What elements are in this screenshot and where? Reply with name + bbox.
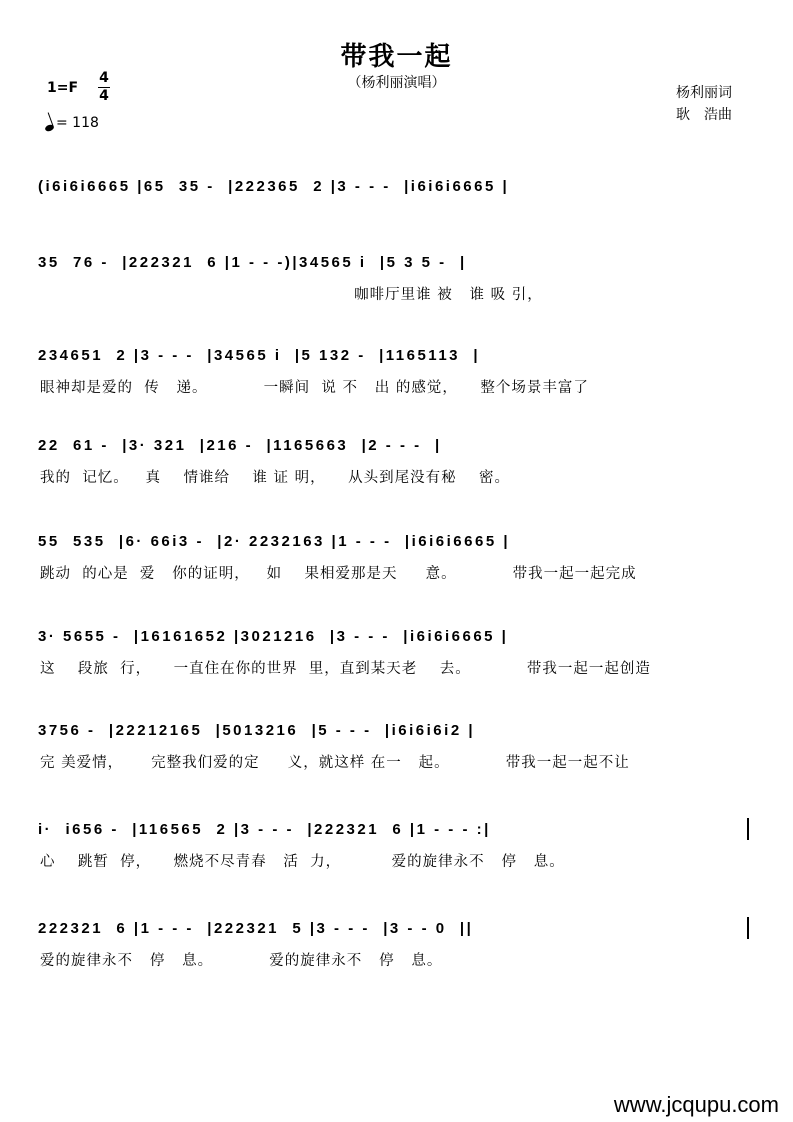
lyrics-row: 完 美爱情， 完整我们爱的定 义，就这样 在一 起。 带我一起一起不让 <box>40 755 630 771</box>
notation-row: (i6i6i6665 |65 35 - |222365 2 |3 - - - |i6i6i6665 | <box>38 178 510 195</box>
website-watermark[interactable]: www.jcqupu.com <box>613 1092 779 1117</box>
lyrics-row: 眼神却是爱的 传 递。 一瞬间 说 不 出 的感觉， 整个场景丰富了 <box>40 380 589 396</box>
time-signature <box>98 71 110 104</box>
song-title: 带我一起 <box>340 42 453 72</box>
credits <box>676 82 732 126</box>
notation-row: 55 535 |6· 66i3 - |2· 2232163 |1 - - - |i6i6i6665 | <box>38 533 511 550</box>
lyrics-row: 心 跳暂 停， 燃烧不尽青春 活 力， 爱的旋律永不 停 息。 <box>40 854 565 870</box>
final-barline <box>747 917 749 939</box>
key-signature: 1=F <box>47 80 79 96</box>
composer-credit: 耿 浩曲 <box>676 107 732 123</box>
notation-row: 35 76 - |222321 6 |1 - - -)|34565 i |5 3 5 - | <box>38 254 467 271</box>
lyricist-credit: 杨利丽词 <box>676 85 732 101</box>
notation-row: 234651 2 |3 - - - |34565 i |5 132 - |1165113 | <box>38 347 481 364</box>
tempo-value: = 118 <box>56 115 99 131</box>
time-signature-top: 4 <box>99 70 109 86</box>
quarter-note-icon <box>44 124 55 133</box>
lyrics-row: 跳动 的心是 爱 你的证明， 如 果相爱那是天 意。 带我一起一起完成 <box>40 566 637 582</box>
lyrics-row: 这 段旅 行， 一直住在你的世界 里，直到某天老 去。 带我一起一起创造 <box>40 661 651 677</box>
repeat-end-barline <box>747 818 749 840</box>
song-subtitle: （杨利丽演唱） <box>347 75 446 91</box>
lyrics-row: 我的 记忆。 真 情谁给 谁 证 明， 从头到尾没有秘 密。 <box>40 470 511 486</box>
notation-row: 3· 5655 - |16161652 |3021216 |3 - - - |i6i6i6665 | <box>38 628 509 645</box>
notation-row: i· i656 - |116565 2 |3 - - - |222321 6 |1 - - - :| <box>38 821 491 838</box>
lyrics-row: 咖啡厅里谁 被 谁 吸 引， <box>40 287 543 303</box>
notation-row: 3756 - |22212165 |5013216 |5 - - - |i6i6i6i2 | <box>38 722 476 739</box>
notation-row: 22 61 - |3· 321 |216 - |1165663 |2 - - - | <box>38 437 442 454</box>
tempo-marking <box>45 115 99 131</box>
notation-row: 222321 6 |1 - - - |222321 5 |3 - - - |3 - - 0 || <box>38 920 474 937</box>
time-signature-bottom: 4 <box>99 88 109 104</box>
lyrics-row: 爱的旋律永不 停 息。 爱的旋律永不 停 息。 <box>40 953 443 969</box>
